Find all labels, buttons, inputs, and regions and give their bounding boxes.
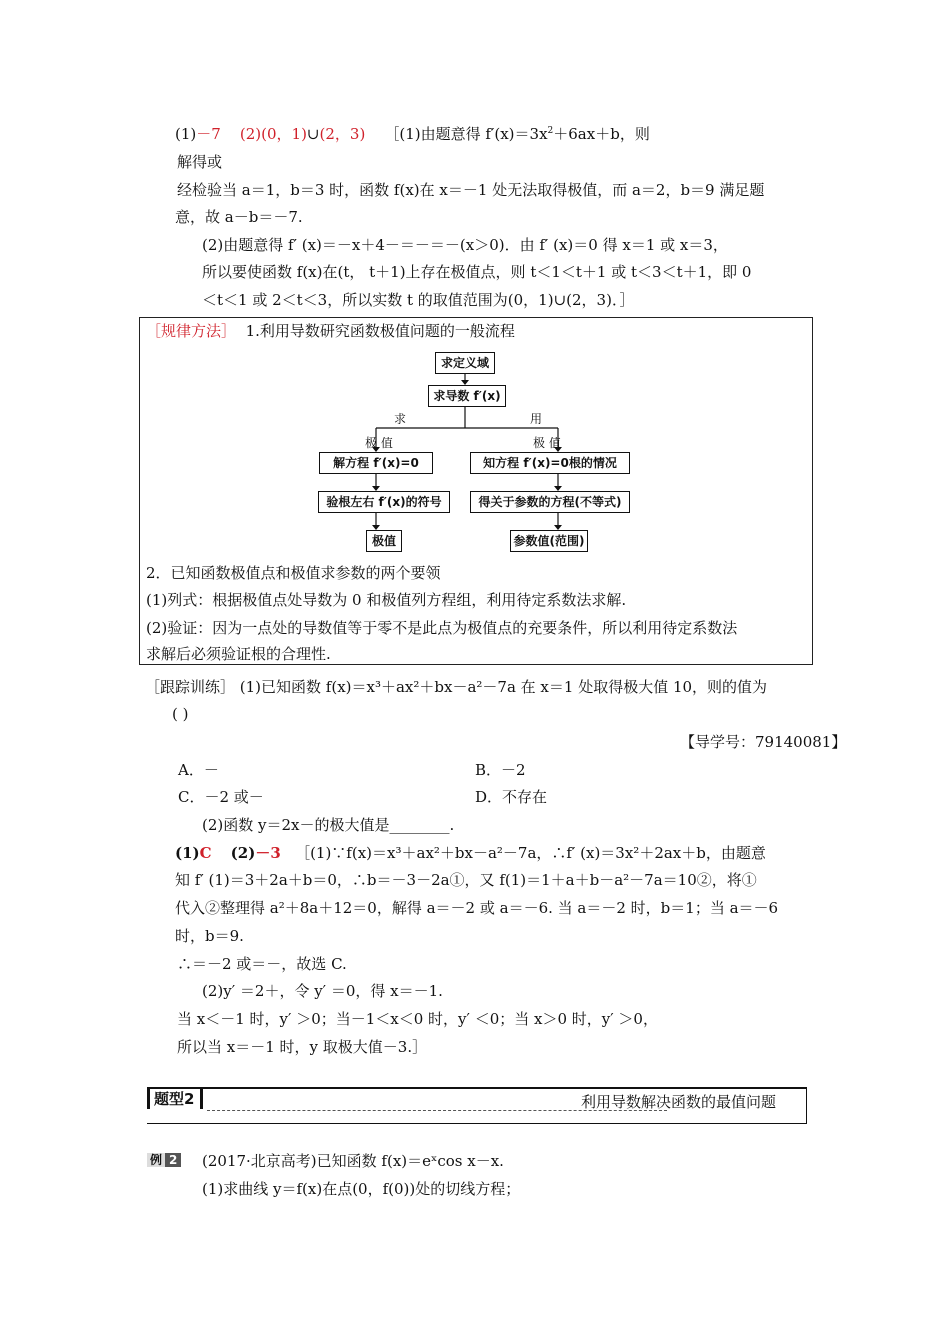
flow-solve: 解方程 f′(x)=0 bbox=[319, 452, 433, 474]
section-title: 利用导数解决函数的最值问题 bbox=[580, 1093, 776, 1111]
flow-domain: 求定义域 bbox=[435, 352, 495, 374]
option-d: D．不存在 bbox=[475, 788, 548, 806]
flow-left-sub: 极 值 bbox=[365, 436, 393, 450]
text-line: 所以要使函数 f(x)在(t， t＋1)上存在极值点，则 t＜1＜t＋1 或 t＜3＜t＋1，即 0 bbox=[202, 263, 752, 281]
training-question-1: ［跟踪训练］ (1)已知函数 f(x)＝x³＋ax²＋bx－a²－7a 在 x＝1 处取得极大值 10，则的值为 bbox=[145, 678, 768, 696]
method-header: ［规律方法］ 1.利用导数研究函数极值问题的一般流程 bbox=[146, 322, 515, 340]
flow-left-label: 求 bbox=[394, 412, 407, 426]
flow-right-sub: 极 值 bbox=[533, 436, 561, 450]
flow-know: 知方程 f′(x)=0根的情况 bbox=[470, 452, 630, 474]
text-line: 代入②整理得 a²＋8a＋12＝0，解得 a＝－2 或 a＝－6. 当 a＝－2 时，b＝1；当 a＝－6 bbox=[175, 899, 779, 917]
method-title-2: 2．已知函数极值点和极值求参数的两个要领 bbox=[146, 564, 441, 582]
text-line: 意，故 a－b＝－7. bbox=[175, 208, 303, 226]
flow-check: 验根左右 f′(x)的符号 bbox=[318, 491, 450, 513]
training-question-2: (2)函数 y＝2x－的极大值是________. bbox=[202, 816, 455, 834]
text-line: 经检验当 a＝1，b＝3 时，函数 f(x)在 x＝－1 处无法取得极值，而 a＝2，b＝9 满足题 bbox=[177, 181, 765, 199]
answer-line: (1)C (2)－3 ［(1)∵f(x)＝x³＋ax²＋bx－a²－7a，∴f′ (x)＝3x²＋2ax＋b，由题意 bbox=[175, 844, 766, 862]
option-a: A．－ bbox=[178, 761, 219, 779]
guide-number: 【导学号：79140081】 bbox=[680, 733, 847, 751]
example-tag: 例 2 bbox=[147, 1151, 184, 1169]
answer-1-value: －7 bbox=[196, 125, 221, 143]
section-header bbox=[147, 1087, 807, 1124]
text-line: ＜t＜1 或 2＜t＜3，所以实数 t 的取值范围为(0，1)∪(2，3)．］ bbox=[202, 291, 635, 309]
training-blank: ( ) bbox=[172, 705, 189, 723]
text-line: ∴＝－2 或＝－，故选 C. bbox=[177, 955, 347, 973]
text-line: 解得或 bbox=[177, 153, 223, 171]
text-line: 当 x＜－1 时，y′ ＞0；当－1＜x＜0 时，y′ ＜0；当 x＞0 时，y′ ＞0， bbox=[177, 1010, 658, 1028]
method-point-2b: 求解后必须验证根的合理性. bbox=[146, 645, 331, 663]
flow-right-label: 用 bbox=[530, 412, 543, 426]
text-line: (2)由题意得 f′ (x)＝－x＋4－＝－＝－(x＞0)．由 f′ (x)＝0 得 x＝1 或 x＝3， bbox=[202, 236, 728, 254]
method-tag: ［规律方法］ bbox=[146, 322, 237, 340]
option-c: C．－2 或－ bbox=[178, 788, 264, 806]
answer-neg3: －3 bbox=[255, 844, 281, 862]
flow-extreme: 极值 bbox=[366, 530, 402, 552]
text-line: (2)y′ ＝2＋，令 y′ ＝0，得 x＝－1. bbox=[202, 982, 443, 1000]
example-line-1: (2017·北京高考)已知函数 f(x)＝eˣcos x－x. bbox=[202, 1152, 504, 1170]
option-b: B．－2 bbox=[475, 761, 526, 779]
method-point-2a: (2)验证：因为一点处的导数值等于零不是此点为极值点的充要条件，所以利用待定系数法 bbox=[146, 619, 738, 637]
flow-equation: 得关于参数的方程(不等式) bbox=[470, 491, 630, 513]
section-tag: 题型2 bbox=[147, 1089, 203, 1109]
example-line-2: (1)求曲线 y＝f(x)在点(0，f(0))处的切线方程； bbox=[202, 1180, 521, 1198]
answer-c: C bbox=[199, 844, 212, 862]
text-line: 时，b＝9. bbox=[175, 927, 244, 945]
method-box bbox=[139, 317, 813, 665]
method-point-1: (1)列式：根据极值点处导数为 0 和极值列方程组，利用待定系数法求解. bbox=[146, 591, 627, 609]
flow-derivative: 求导数 f′(x) bbox=[428, 385, 506, 407]
text-line: 所以当 x＝－1 时，y 取极大值－3.］ bbox=[177, 1038, 428, 1056]
flow-param: 参数值(范围) bbox=[510, 530, 588, 552]
text-line: 知 f′ (1)＝3＋2a＋b＝0，∴b＝－3－2a①，又 f(1)＝1＋a＋b－a²－7a＝10②，将① bbox=[175, 871, 757, 889]
answer-line-1: (1)－7 (2)(0，1)∪(2，3) ［(1)由题意得 $f'(x)=3x^2+6ax+b$，则 bbox=[175, 125, 650, 143]
